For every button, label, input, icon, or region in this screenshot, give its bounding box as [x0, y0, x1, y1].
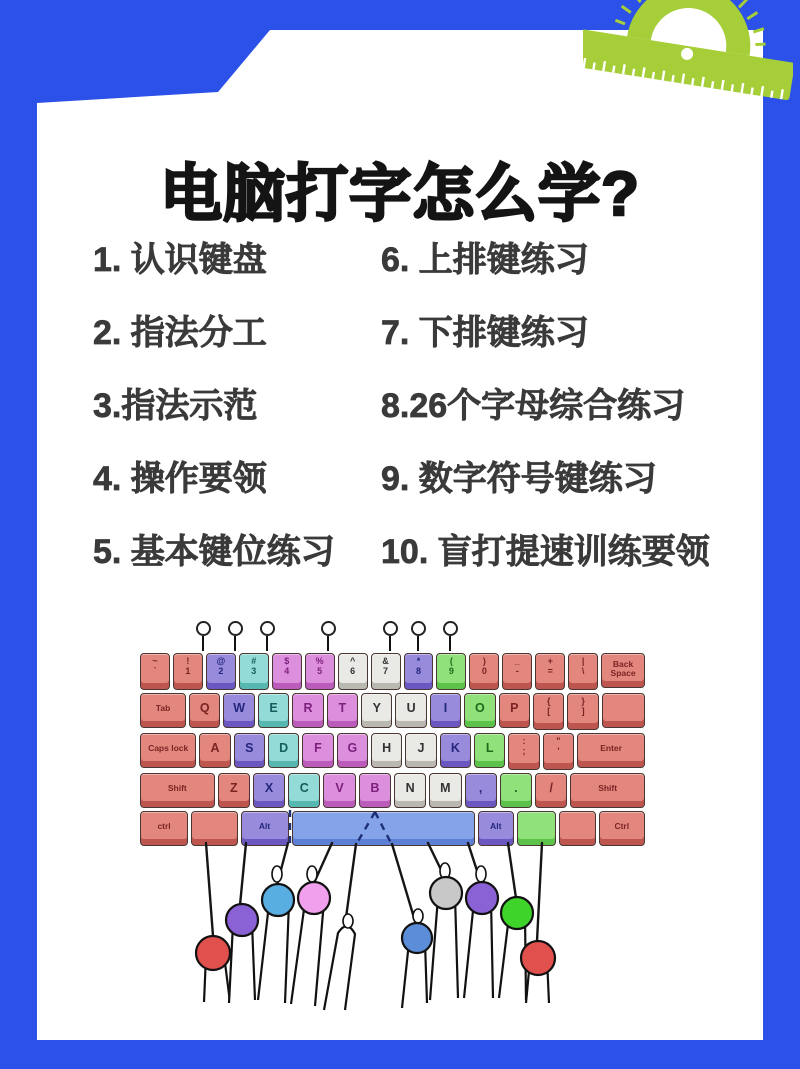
key-4: $ 4: [272, 653, 302, 690]
key-C: C: [288, 773, 320, 808]
right-middle: [464, 892, 493, 998]
list-item: 3.指法示范: [93, 387, 258, 425]
right-pinky: [526, 951, 549, 1003]
key-A: A: [199, 733, 230, 768]
key-U: U: [395, 693, 426, 728]
key-6: ^ 6: [338, 653, 368, 690]
key-Alt: Alt: [478, 811, 514, 846]
key-`: ~ `: [140, 653, 170, 690]
list-item: 6. 上排键练习: [381, 241, 589, 279]
zone-marker-pin: [382, 621, 398, 651]
key-R: R: [292, 693, 323, 728]
right-ring-tip: [501, 897, 533, 929]
key-Q: Q: [189, 693, 220, 728]
zone-marker-pin: [227, 621, 243, 651]
list-item: 1. 认识键盘: [93, 241, 267, 279]
key-blank-g: [517, 811, 557, 846]
key-8: * 8: [404, 653, 434, 690]
key-Caps lock: Caps lock: [140, 733, 196, 768]
left-index: [291, 893, 324, 1006]
key-[: { [: [533, 693, 564, 730]
key-.: .: [500, 773, 532, 808]
key-H: H: [371, 733, 402, 768]
right-thumb-tip: [402, 923, 432, 953]
key-5: % 5: [305, 653, 335, 690]
key-T: T: [327, 693, 358, 728]
list-item: 8.26个字母综合练习: [381, 387, 686, 425]
key-Alt: Alt: [241, 811, 289, 846]
key-': " ': [543, 733, 574, 770]
key-L: L: [474, 733, 505, 768]
key-F: F: [302, 733, 333, 768]
key-,: ,: [465, 773, 497, 808]
typing-steps-list-right: [381, 220, 761, 585]
key-ctrl: ctrl: [140, 811, 188, 846]
key-space: [292, 811, 475, 846]
left-thumb: [324, 926, 355, 1010]
key-V: V: [323, 773, 355, 808]
list-item: 7. 下排键练习: [381, 314, 589, 352]
finger-zone-markers: [140, 621, 645, 653]
list-item: 5. 基本键位练习: [93, 533, 335, 571]
key-blank-win-right: [559, 811, 595, 846]
key-P: P: [499, 693, 530, 728]
key-X: X: [253, 773, 285, 808]
typing-steps-list-left: [93, 220, 381, 585]
fingertip-color-dots: [196, 877, 555, 975]
left-ring: [229, 915, 255, 1003]
key--: _ -: [502, 653, 532, 690]
key-Z: Z: [218, 773, 250, 808]
key-Shift: Shift: [570, 773, 645, 808]
list-item: 4. 操作要领: [93, 460, 267, 498]
finger-outlines: [204, 888, 549, 1010]
zone-marker-pin: [320, 621, 336, 651]
key-K: K: [440, 733, 471, 768]
key-D: D: [268, 733, 299, 768]
list-item: 10. 盲打提速训练要领: [381, 533, 710, 571]
key-1: ! 1: [173, 653, 203, 690]
key-7: & 7: [371, 653, 401, 690]
key-E: E: [258, 693, 289, 728]
key-blank-r2: [602, 693, 645, 728]
key-I: I: [430, 693, 461, 728]
key-3: # 3: [239, 653, 269, 690]
key-O: O: [464, 693, 495, 728]
left-pinky: [204, 948, 230, 1002]
left-pinky-tip: [196, 936, 230, 970]
page-title: 电脑打字怎么学?: [160, 159, 640, 229]
key-Back Space: Back Space: [601, 653, 645, 688]
zone-marker-pin: [410, 621, 426, 651]
key-Y: Y: [361, 693, 392, 728]
right-ring: [499, 908, 526, 1000]
zone-marker-pin: [195, 621, 211, 651]
key-J: J: [405, 733, 436, 768]
left-ring-tip: [226, 904, 258, 936]
key-/: /: [535, 773, 567, 808]
key-9: ( 9: [436, 653, 466, 690]
key-\: | \: [568, 653, 598, 690]
key-B: B: [359, 773, 391, 808]
zone-marker-pin: [259, 621, 275, 651]
left-middle-tip: [262, 884, 294, 916]
key-Ctrl: Ctrl: [599, 811, 645, 846]
key-M: M: [429, 773, 461, 808]
right-index-tip: [430, 877, 462, 909]
key-]: } ]: [567, 693, 598, 730]
right-pinky-tip: [521, 941, 555, 975]
key-blank-win-left: [191, 811, 237, 846]
key-;: : ;: [508, 733, 539, 770]
key-G: G: [337, 733, 368, 768]
key-W: W: [223, 693, 254, 728]
left-index-tip: [298, 882, 330, 914]
right-index: [430, 888, 458, 1000]
zone-marker-pin: [442, 621, 458, 651]
key-Shift: Shift: [140, 773, 215, 808]
corner-wedge-decoration: [37, 30, 270, 133]
white-card: [37, 30, 763, 1040]
key-S: S: [234, 733, 265, 768]
right-middle-tip: [466, 882, 498, 914]
key-=: + =: [535, 653, 565, 690]
key-0: ) 0: [469, 653, 499, 690]
key-N: N: [394, 773, 426, 808]
fingernails: [272, 863, 486, 928]
right-thumb: [402, 935, 427, 1008]
key-2: @ 2: [206, 653, 236, 690]
list-item: 9. 数字符号键练习: [381, 460, 657, 498]
key-Enter: Enter: [577, 733, 645, 768]
key-Tab: Tab: [140, 693, 186, 728]
list-item: 2. 指法分工: [93, 314, 267, 352]
keyboard-diagram: [140, 653, 645, 849]
finger-guide-lines: [206, 843, 542, 941]
left-middle: [258, 895, 289, 1003]
